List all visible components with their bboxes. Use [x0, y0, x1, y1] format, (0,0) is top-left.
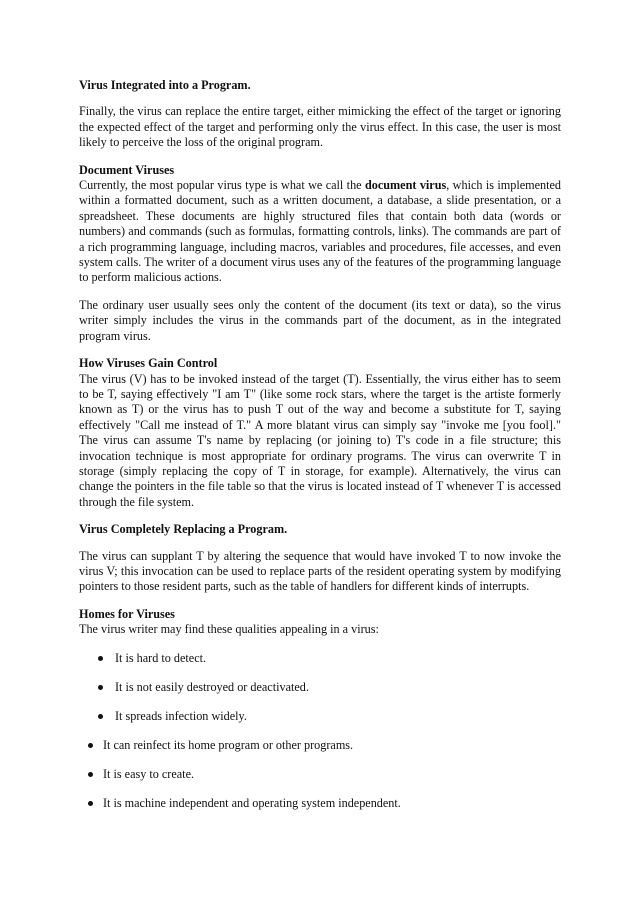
- list-item: [79, 709, 561, 724]
- bullet-icon: [98, 714, 103, 719]
- list-item-text: It is machine independent and operating system independent.: [103, 795, 401, 810]
- paragraph-document-viruses: [79, 178, 561, 286]
- heading-homes-for-viruses: Homes for Viruses: [79, 606, 175, 621]
- heading-document-viruses: Document Viruses: [79, 162, 175, 177]
- list-item-text: It spreads infection widely.: [115, 708, 247, 723]
- paragraph-gain-control: The virus (V) has to be invoked instead of the target (T). Essentially, the virus either has to seem to be T, saying effectively "I am T" (like some rock stars, where the target is the artiste formerly known as T) or the virus has to push T out of the way and become a substitute for T, saying effectively "Call me instead of T." A more blatant virus can simply say "invoke me [you fool]." The virus can assume T's name by replacing (or joining to) T's code in a file structure; this invocation technique is most appropriate for ordinary programs. The virus can overwrite T in storage (simply replacing the copy of T in storage, for example). Alternatively, the virus can change the pointers in the file table so that the virus is located instead of T whenever T is accessed through the file system.: [79, 371, 561, 509]
- heading-virus-integrated: Virus Integrated into a Program.: [79, 78, 251, 92]
- list-item-text: It can reinfect its home program or other programs.: [103, 737, 354, 752]
- document-viruses-text-start: Currently, the most popular virus type is what we call the: [79, 178, 365, 193]
- heading-replacing-program: Virus Completely Replacing a Program.: [79, 522, 288, 537]
- bullet-icon: [98, 656, 103, 661]
- bullet-list-indented: [79, 651, 561, 724]
- bullet-list-outdented: [79, 738, 561, 811]
- term-document-virus: document virus: [364, 178, 447, 193]
- list-item: [79, 767, 561, 782]
- document-viruses-text-rest: , which is implemented within a formatted document, such as a written document, a database, a slide presentation, or a spreadsheet. These documents are highly structured files that contain both data (words or numbers) and commands (such as formulas, formatting controls, links). The commands are part of a rich programming language, including macros, variables and procedures, file accesses, and even system calls. The writer of a document virus uses any of the features of the programming language to perform malicious actions.: [79, 178, 561, 285]
- bullet-icon: [88, 801, 93, 806]
- paragraph-homes-intro: The virus writer may find these qualities appealing in a virus:: [79, 622, 379, 637]
- list-item-text: It is not easily destroyed or deactivated.: [115, 679, 309, 694]
- list-item: [79, 651, 561, 666]
- list-item: [79, 680, 561, 695]
- list-item-text: It is hard to detect.: [115, 650, 207, 665]
- bullet-icon: [98, 685, 103, 690]
- list-item-text: It is easy to create.: [103, 766, 195, 781]
- bullet-icon: [88, 772, 93, 777]
- list-item: [79, 796, 561, 811]
- paragraph-virus-integrated: Finally, the virus can replace the entire target, either mimicking the effect of the target or ignoring the expected effect of the target and performing only the virus effect. In this case, the user is most likely to perceive the loss of the original program.: [79, 104, 561, 150]
- paragraph-replacing-program: The virus can supplant T by altering the sequence that would have invoked T to now invoke the virus V; this invocation can be used to replace parts of the resident operating system by modifying pointers to those resident parts, such as the table of handlers for different kinds of interrupts.: [79, 548, 561, 594]
- bullet-icon: [88, 743, 93, 748]
- list-item: [79, 738, 561, 753]
- heading-gain-control: How Viruses Gain Control: [79, 356, 218, 371]
- page-content: [79, 78, 561, 825]
- paragraph-ordinary-user: The ordinary user usually sees only the content of the document (its text or data), so the virus writer simply includes the virus in the commands part of the document, as in the integrated program virus.: [79, 297, 561, 343]
